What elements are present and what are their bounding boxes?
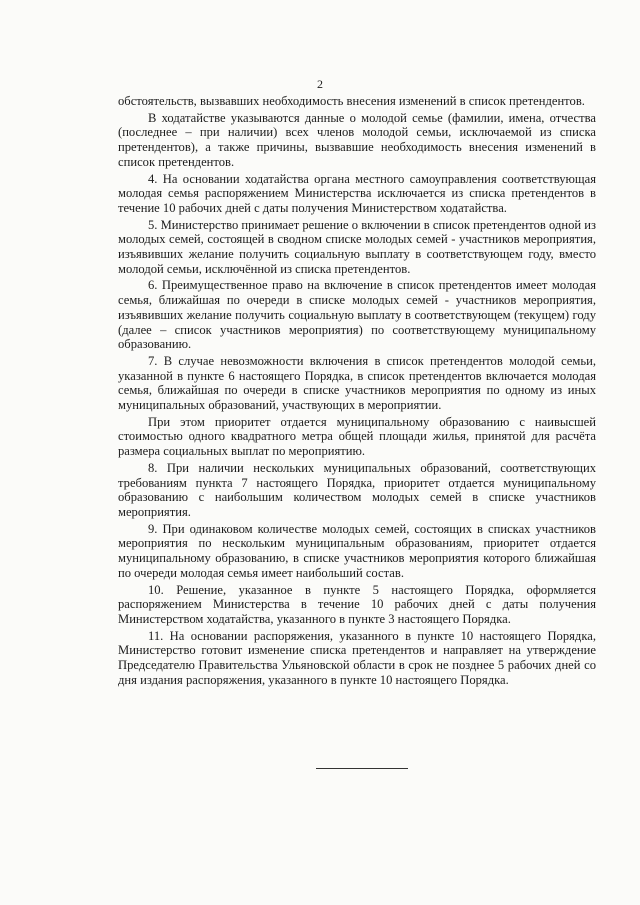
paragraph-item-11: 11. На основании распоряжения, указанного в пункте 10 настоящего Порядка, Министерство готовит изменение списка претендентов и направляет на утверждение Председателю Правительства Ульяновской области в срок не позднее 5 рабочих дней со дня издания распоряжения, указанного в пункте 10 настоящего Порядка.	[118, 628, 596, 687]
page-number: 2	[317, 77, 323, 91]
end-divider	[316, 768, 408, 769]
paragraph-priority: При этом приоритет отдается муниципальному образованию с наивысшей стоимостью одного квадратного метра общей площади жилья, принятой для расчёта размера социальных выплат по мероприятию.	[118, 414, 596, 459]
paragraph-item-5: 5. Министерство принимает решение о включении в список претендентов одной из молодых семей, состоящей в сводном списке молодых семей - участников мероприятия, изъявивших желание получить социальную выплату в соответствующем году, вместо молодой семьи, исключённой из списка претендентов.	[118, 217, 596, 276]
paragraph-item-9: 9. При одинаковом количестве молодых семей, состоящих в списках участников мероприятия по нескольким муниципальным образованиям, приоритет отдается муниципальному образованию, в списке участников мероприятия которого ближайшая по очереди молодая семья имеет наибольший состав.	[118, 521, 596, 580]
paragraph-item-4: 4. На основании ходатайства органа местного самоуправления соответствующая молодая семья распоряжением Министерства исключается из списка претендентов в течение 10 рабочих дней с даты получения Министерством ходатайства.	[118, 171, 596, 215]
paragraph-item-10: 10. Решение, указанное в пункте 5 настоящего Порядка, оформляется распоряжением Министерства в течение 10 рабочих дней с даты получения Министерством ходатайства, указанного в пункте 3 настоящего Порядка.	[118, 582, 596, 626]
paragraph-item-8: 8. При наличии нескольких муниципальных образований, соответствующих требованиям пункта 7 настоящего Порядка, приоритет отдается муниципальному образованию с наибольшим количеством молодых семей в списке участников мероприятия.	[118, 460, 596, 519]
paragraph-petition-data: В ходатайстве указываются данные о молодой семье (фамилии, имена, отчества (последнее – при наличии) всех членов молодой семьи, исключаемой из списка претендентов), а также причины, вызвавшие необходимость внесения изменений в список претендентов.	[118, 110, 596, 169]
paragraph-continuation: обстоятельств, вызвавших необходимость внесения изменений в список претендентов.	[118, 94, 585, 108]
paragraph-item-7: 7. В случае невозможности включения в список претендентов молодой семьи, указанной в пункте 6 настоящего Порядка, в список претендентов включается молодая семья, ближайшая по очереди в списке участников мероприятия по одному из иных муниципальных образований, участвующих в мероприятии.	[118, 353, 596, 413]
paragraph-item-6: 6. Преимущественное право на включение в список претендентов имеет молодая семья, ближайшая по очереди в списке молодых семей - участников мероприятия, изъявивших желание получить социальную выплату в соответствующем (текущем) году (далее – список участников мероприятия) по соответствующему муниципальному образованию.	[118, 278, 596, 352]
document-body	[118, 94, 596, 689]
